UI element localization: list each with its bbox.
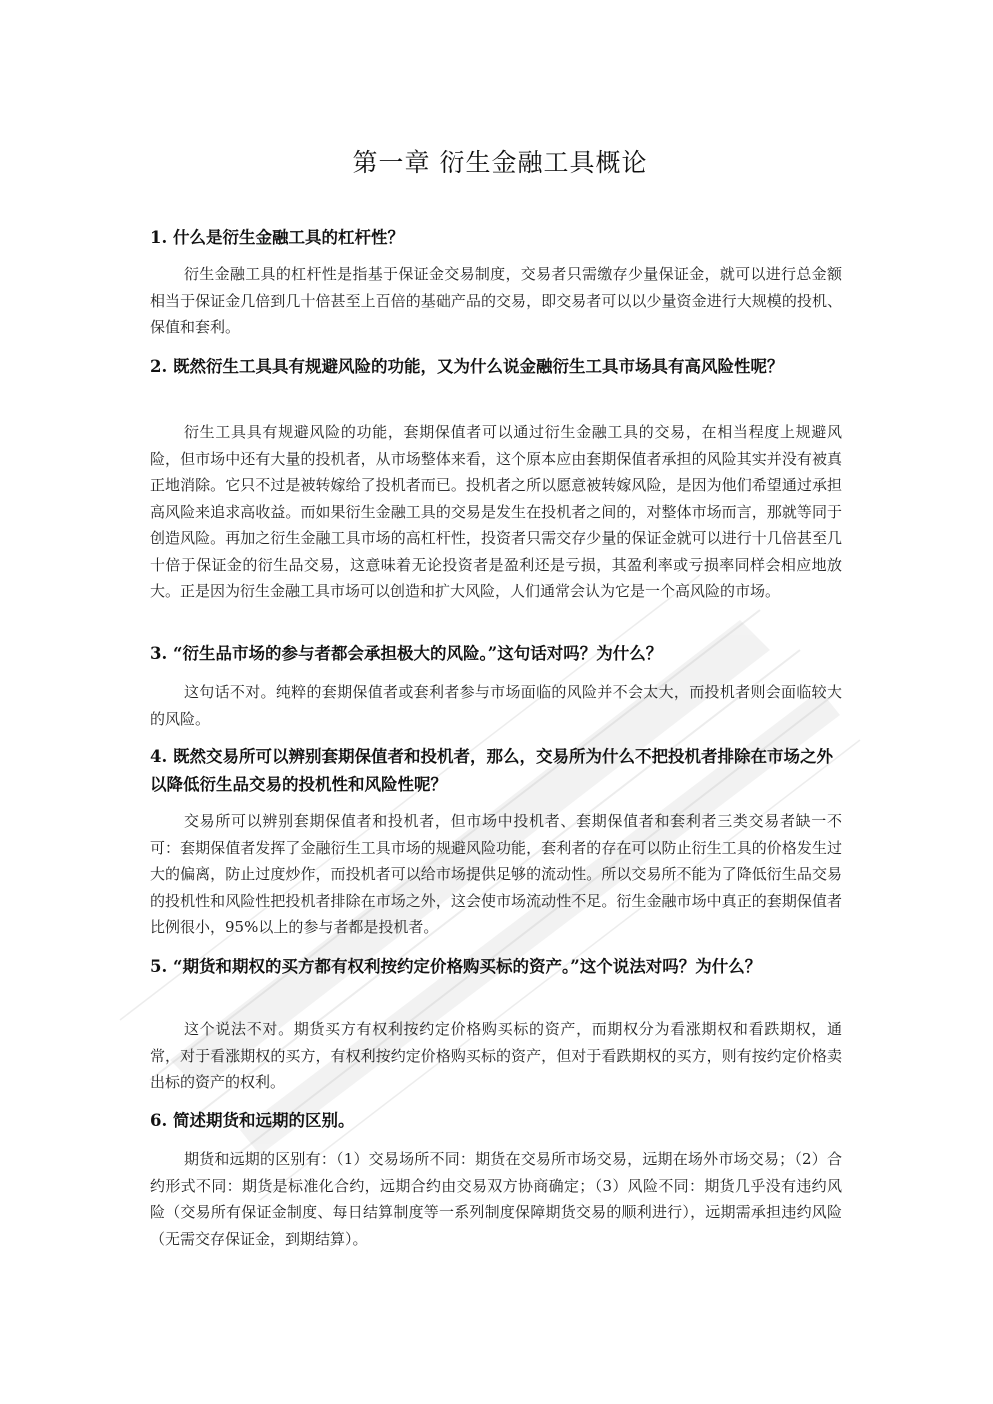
question-4: 4. 既然交易所可以辨别套期保值者和投机者，那么，交易所为什么不把投机者排除在市场之外以降低衍生品交易的投机性和风险性呢？ xyxy=(150,747,833,794)
question-5: 5. “期货和期权的买方都有权利按约定价格购买标的资产。”这个说法对吗？为什么？ xyxy=(150,957,762,976)
question-2: 2. 既然衍生工具具有规避风险的功能，又为什么说金融衍生工具市场具有高风险性呢？ xyxy=(150,357,784,376)
chapter-title: 第一章 衍生金融工具概论 xyxy=(352,148,648,177)
answer-1: 衍生金融工具的杠杆性是指基于保证金交易制度，交易者只需缴存少量保证金，就可以进行总金额相当于保证金几倍到几十倍甚至上百倍的基础产品的交易，即交易者可以以少量资金进行大规模的投机、保值和套利。 xyxy=(150,265,842,336)
answer-3: 这句话不对。纯粹的套期保值者或套利者参与市场面临的风险并不会太大，而投机者则会面临较大的风险。 xyxy=(150,683,842,728)
question-6: 6. 简述期货和远期的区别。 xyxy=(150,1111,355,1130)
question-3: 3. “衍生品市场的参与者都会承担极大的风险。”这句话对吗？为什么？ xyxy=(150,644,663,663)
question-1: 1. 什么是衍生金融工具的杠杆性？ xyxy=(150,228,404,247)
answer-2: 衍生工具具有规避风险的功能，套期保值者可以通过衍生金融工具的交易，在相当程度上规避风险，但市场中还有大量的投机者，从市场整体来看，这个原本应由套期保值者承担的风险其实并没有被真正地消除。它只不过是被转嫁给了投机者而已。投机者之所以愿意被转嫁风险，是因为他们希望通过承担高风险来追求高收益。而如果衍生金融工具的交易是发生在投机者之间的，对整体市场而言，那就等同于创造风险。再加之衍生金融工具市场的高杠杆性，投资者只需交存少量的保证金就可以进行十几倍甚至几十倍于保证金的衍生品交易，这意味着无论投资者是盈利还是亏损，其盈利率或亏损率同样会相应地放大。正是因为衍生金融工具市场可以创造和扩大风险，人们通常会认为它是一个高风险的市场。 xyxy=(150,423,842,600)
answer-6: 期货和远期的区别有：（1）交易场所不同：期货在交易所市场交易，远期在场外市场交易；（2）合约形式不同：期货是标准化合约，远期合约由交易双方协商确定；（3）风险不同：期货几乎没有违约风险（交易所有保证金制度、每日结算制度等一系列制度保障期货交易的顺利进行），远期需承担违约风险（无需交存保证金，到期结算）。 xyxy=(150,1150,842,1248)
answer-4: 交易所可以辨别套期保值者和投机者，但市场中投机者、套期保值者和套利者三类交易者缺一不可：套期保值者发挥了金融衍生工具市场的规避风险功能，套利者的存在可以防止衍生工具的价格发生过大的偏离，防止过度炒作，而投机者可以给市场提供足够的流动性。所以交易所不能为了降低衍生品交易的投机性和风险性把投机者排除在市场之外，这会使市场流动性不足。衍生金融市场中真正的套期保值者比例很小，95%以上的参与者都是投机者。 xyxy=(150,812,842,936)
answer-5: 这个说法不对。期货买方有权利按约定价格购买标的资产，而期权分为看涨期权和看跌期权，通常，对于看涨期权的买方，有权利按约定价格购买标的资产，但对于看跌期权的买方，则有按约定价格卖出标的资产的权利。 xyxy=(150,1020,842,1091)
